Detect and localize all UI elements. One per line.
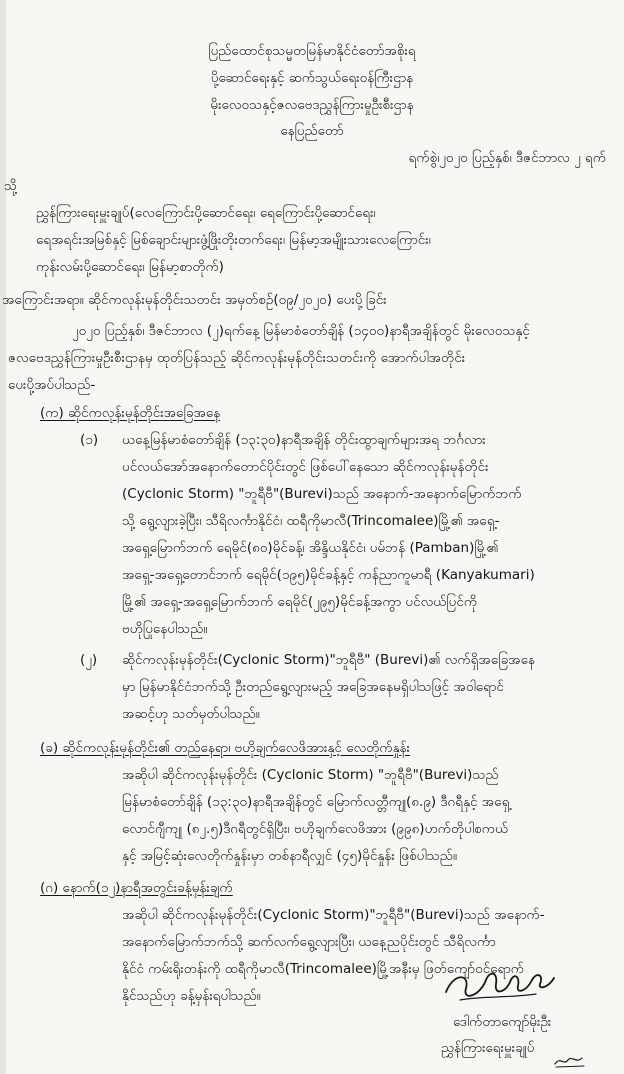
item-1-line: သို့ ရွေ့လျားခဲ့ပြီး၊ သီရိလင်္ကာနိုင်ငံ၊ ထရီကိုမာလီ(Trincomalee)မြို့၏ အရှေ့- [122, 513, 500, 529]
signatory-title: ညွှန်ကြားရေးမှူးချုပ် [441, 1040, 535, 1056]
section-kha-line: မြန်မာစံတော်ချိန် (၁၃:၃၀)နာရီအချိန်တွင် မြောက်လတ္တီကျု(၈.၉) ဒီဂရီနှင့် အရှေ့ [122, 794, 510, 810]
intro-line-3: ပေးပို့အပ်ပါသည်- [8, 377, 96, 393]
item-2-line: အဆင့်ဟု သတ်မှတ်ပါသည်။ [122, 706, 260, 722]
section-kha-line: လောင်ဂျီကျု (၈၂.၅)ဒီဂရီတွင်ရှိပြီး၊ ဗဟိုချက်လေဖိအား (၉၉၈)ဟက်တိုပါစကယ် [122, 821, 509, 837]
item-1-number: (၁) [80, 432, 99, 448]
section-kha-line: နှင့် အမြင့်ဆုံးလေတိုက်နှုန်းမှာ တစ်နာရီလျှင် (၄၅)မိုင်နှုန်း ဖြစ်ပါသည်။ [122, 848, 457, 864]
signatory-name: ဒေါက်တာကျော်မိုးဦး [453, 1014, 552, 1030]
item-1-line: ပင်လယ်အော်အနောက်တောင်ပိုင်းတွင် ဖြစ်ပေါ်နေသော ဆိုင်ကလုန်းမုန်တိုင်း [122, 459, 489, 475]
recipient-line-1: ညွှန်ကြားရေးမှူးချုပ်(လေကြောင်းပို့ဆောင်ရေး၊ ရေကြောင်းပို့ဆောင်ရေး၊ [36, 205, 376, 221]
item-1-line: ယနေ့မြန်မာစံတော်ချိန် (၁၃:၃၀)နာရီအချိန် တိုင်းထွာချက်များအရ ဘင်္ဂလား [122, 432, 486, 448]
letter-date: ရက်စွဲ၊၂၀၂၀ ပြည့်နှစ်၊ ဒီဇင်ဘာလ ၂ ရက် [408, 150, 606, 166]
intro-line-2: ဇလဗေဒညွှန်ကြားမှုဦးစီးဌာနမှ ထုတ်ပြန်သည့် ဆိုင်ကလုန်းမုန်တိုင်းသတင်းကို အောက်ပါအတိုင်း [8, 350, 466, 366]
item-2-line: မှာ မြန်မာနိုင်ငံဘက်သို့ ဦးတည်ရွေ့လျားမည့် အခြေအနေမရှိပါသဖြင့် အဝါရောင် [122, 679, 504, 695]
initials-mark [552, 1052, 588, 1070]
intro-line-1: ၂၀၂၀ ပြည့်နှစ်၊ ဒီဇင်ဘာလ (၂)ရက်နေ့ မြန်မာစံတော်ချိန် (၁၄၀၀)နာရီအချိန်တွင် မိုးလေဝသနှင့် [72, 323, 530, 339]
section-kha-heading: (ခ) ဆိုင်ကလုန်းမုန်တိုင်း၏ တည်နေရာ၊ ဗဟိုချက်လေဖိအားနှင့် လေတိုက်နှုန်း [40, 740, 410, 756]
item-2-line: ဆိုင်ကလုန်းမုန်တိုင်း(Cyclonic Storm)"ဘူရီဗီ" (Burevi)၏ လက်ရှိအခြေအနေ [122, 652, 535, 668]
section-ka-heading: (က) ဆိုင်ကလုန်းမုန်တိုင်းအခြေအနေ [40, 405, 221, 421]
section-ga-line: အဆိုပါ ဆိုင်ကလုန်းမုန်တိုင်း(Cyclonic Storm)"ဘူရီဗီ"(Burevi)သည် အနောက်- [122, 907, 545, 923]
header-line-1: ပြည်ထောင်စုသမ္မတမြန်မာနိုင်ငံတော်အစိုးရ [208, 43, 416, 59]
recipient-line-3: ကုန်းလမ်းပို့ဆောင်ရေး၊ မြန်မာ့စာတိုက်) [36, 259, 224, 275]
recipient-line-2: ရေအရင်းအမြစ်နှင့် မြစ်ချောင်းများဖွံ့ဖြိုးတိုးတက်ရေး၊ မြန်မာ့အမျိုးသားလေကြောင်း၊ [36, 232, 431, 248]
section-ga-line: အနောက်မြောက်ဘက်သို့ ဆက်လက်ရွေ့လျားပြီး၊ ယနေ့ညပိုင်းတွင် သီရိလင်္ကာ [122, 934, 496, 950]
handwritten-signature [440, 962, 560, 1006]
item-1-line: ဗဟိုပြုနေပါသည်။ [122, 621, 208, 637]
header-line-2: ပို့ဆောင်ရေးနှင့် ဆက်သွယ်ရေးဝန်ကြီးဌာန [210, 70, 414, 86]
section-ga-line: နိုင်သည်ဟု ခန့်မှန်းရပါသည်။ [122, 988, 261, 1004]
page-edge [0, 0, 6, 1074]
to-prefix: သို့ [4, 178, 18, 194]
header-line-4: နေပြည်တော် [280, 123, 344, 139]
item-1-line: အရှေ့မြောက်ဘက် ရေမိုင်(၈၀)မိုင်ခန့်၊ အိန္ဒိယနိုင်ငံ၊ ပမ်ဘန် (Pamban)မြို့၏ [122, 540, 499, 556]
subject-line: အကြောင်းအရာ။ ဆိုင်ကလုန်းမုန်တိုင်းသတင်း အမှတ်စဉ်(၀၉/၂၀၂၀) ပေးပို့ခြင်း [2, 292, 387, 308]
item-1-line: အရှေ့-အရှေ့တောင်ဘက် ရေမိုင်(၁၉၅)မိုင်ခန့်နှင့် ကန်ညာကူမာရီ (Kanyakumari) [122, 567, 535, 583]
item-1-line: မြို့၏ အရှေ့-အရှေ့မြောက်ဘက် ရေမိုင်(၂၉၅)မိုင်ခန့်အကွာ ပင်လယ်ပြင်ကို [122, 594, 478, 610]
section-ga-line: နိုင်ငံ ကမ်းရိုးတန်းကို ထရီကိုမာလီ(Trincomalee)မြို့အနီးမှ ဖြတ်ကျော်ဝင်ရောက် [122, 961, 525, 977]
section-kha-line: အဆိုပါ ဆိုင်ကလုန်းမုန်တိုင်း (Cyclonic Storm) "ဘူရီဗီ"(Burevi)သည် [122, 767, 499, 783]
item-1-line: (Cyclonic Storm) "ဘူရီဗီ"(Burevi)သည် အနောက်-အနောက်မြောက်ဘက် [122, 486, 522, 502]
section-ga-heading: (ဂ) နောက်(၁၂)နာရီအတွင်းခန့်မှန်းချက် [40, 880, 233, 896]
header-line-3: မိုးလေဝသနှင့်ဇလဗေဒညွှန်ကြားမှုဦးစီးဌာန [210, 97, 414, 113]
item-2-number: (၂) [80, 652, 98, 668]
